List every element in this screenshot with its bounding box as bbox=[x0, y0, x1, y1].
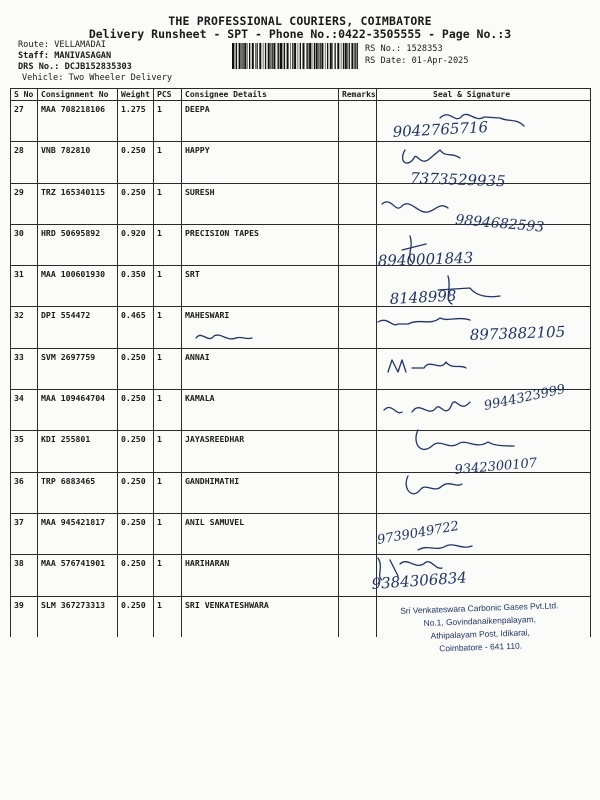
table-row bbox=[11, 266, 591, 307]
rs-no-label: RS No.: bbox=[365, 44, 402, 54]
cell-weight: 0.250 bbox=[118, 142, 154, 183]
vehicle-value: Two Wheeler Delivery bbox=[68, 73, 173, 83]
cell-signature bbox=[377, 472, 591, 513]
cell-remarks bbox=[339, 142, 377, 183]
col-header-remarks: Remarks bbox=[339, 89, 377, 101]
cell-remarks bbox=[339, 348, 377, 389]
phone-row-38: 9384306834 bbox=[371, 568, 468, 593]
cell-remarks bbox=[339, 101, 377, 142]
cell-remarks bbox=[339, 472, 377, 513]
cell-consignment: MAA 576741901 bbox=[38, 555, 118, 596]
phone-row-28: 7373529935 bbox=[409, 169, 506, 191]
route-line bbox=[18, 40, 106, 52]
rs-date-value: 01-Apr-2025 bbox=[411, 56, 469, 66]
cell-weight: 0.250 bbox=[118, 390, 154, 431]
rs-date-line bbox=[365, 56, 469, 68]
drs-line bbox=[18, 62, 132, 74]
rs-no-line bbox=[365, 44, 443, 56]
table-row bbox=[11, 224, 591, 265]
cell-sno: 34 bbox=[11, 390, 38, 431]
cell-consignee: PRECISION TAPES bbox=[182, 224, 339, 265]
cell-remarks bbox=[339, 390, 377, 431]
col-header-consignment: Consignment No bbox=[38, 89, 118, 101]
cell-pcs: 1 bbox=[154, 224, 182, 265]
cell-weight: 0.465 bbox=[118, 307, 154, 348]
cell-signature bbox=[377, 431, 591, 472]
company-title: THE PROFESSIONAL COURIERS, COIMBATORE bbox=[168, 14, 432, 28]
phone-row-32: 8973882105 bbox=[469, 322, 566, 344]
cell-signature bbox=[377, 266, 591, 307]
phone-row-31: 8148998 bbox=[389, 286, 457, 308]
cell-signature bbox=[377, 513, 591, 554]
cell-signature bbox=[377, 307, 591, 348]
stamp-line-2: No.1, Govindanaikenpalayam, bbox=[423, 614, 536, 628]
cell-remarks bbox=[339, 224, 377, 265]
col-header-signature: Seal & Signature bbox=[377, 89, 591, 101]
cell-pcs: 1 bbox=[154, 513, 182, 554]
cell-pcs: 1 bbox=[154, 307, 182, 348]
cell-remarks bbox=[339, 266, 377, 307]
stamp-line-3: Athipalayam Post, Idikarai, bbox=[430, 627, 530, 641]
cell-weight: 0.250 bbox=[118, 431, 154, 472]
cell-signature bbox=[377, 183, 591, 224]
company-stamp bbox=[368, 598, 592, 658]
cell-consignee: ANIL SAMUVEL bbox=[182, 513, 339, 554]
rs-no-value: 1528353 bbox=[406, 44, 443, 54]
table-row bbox=[11, 431, 591, 472]
cell-sno: 27 bbox=[11, 101, 38, 142]
cell-signature bbox=[377, 101, 591, 142]
vehicle-label: Vehicle: bbox=[22, 73, 64, 83]
drs-label: DRS No.: bbox=[18, 62, 60, 72]
phone-row-27: 9042765716 bbox=[392, 118, 489, 141]
cell-consignment: SLM 367273313 bbox=[38, 596, 118, 637]
table-row bbox=[11, 348, 591, 389]
barcode bbox=[232, 43, 358, 69]
cell-consignee: SURESH bbox=[182, 183, 339, 224]
col-header-sno: S No bbox=[11, 89, 38, 101]
cell-consignment: MAA 708218106 bbox=[38, 101, 118, 142]
stamp-line-4: Coimbatore - 641 110. bbox=[439, 640, 523, 654]
cell-remarks bbox=[339, 307, 377, 348]
cell-consignment: KDI 255801 bbox=[38, 431, 118, 472]
phone-row-37: 9739049722 bbox=[376, 518, 461, 548]
cell-sno: 31 bbox=[11, 266, 38, 307]
cell-weight: 0.250 bbox=[118, 183, 154, 224]
cell-sno: 30 bbox=[11, 224, 38, 265]
cell-remarks bbox=[339, 183, 377, 224]
cell-sno: 37 bbox=[11, 513, 38, 554]
table-row bbox=[11, 513, 591, 554]
cell-signature bbox=[377, 348, 591, 389]
cell-consignment: VNB 782810 bbox=[38, 142, 118, 183]
cell-consignment: DPI 554472 bbox=[38, 307, 118, 348]
cell-sno: 36 bbox=[11, 472, 38, 513]
phone-row-35: 9342300107 bbox=[454, 455, 538, 478]
table-row bbox=[11, 101, 591, 142]
cell-weight: 0.250 bbox=[118, 555, 154, 596]
drs-value: DCJB152835303 bbox=[64, 62, 132, 72]
phone-row-34: 9944323999 bbox=[482, 382, 567, 414]
cell-pcs: 1 bbox=[154, 101, 182, 142]
cell-consignment: HRD 50695892 bbox=[38, 224, 118, 265]
cell-sno: 39 bbox=[11, 596, 38, 637]
col-header-consignee: Consignee Details bbox=[182, 89, 339, 101]
cell-weight: 0.920 bbox=[118, 224, 154, 265]
cell-signature bbox=[377, 555, 591, 596]
cell-consignee: ANNAI bbox=[182, 348, 339, 389]
cell-consignee: GANDHIMATHI bbox=[182, 472, 339, 513]
cell-sno: 33 bbox=[11, 348, 38, 389]
table-row bbox=[11, 472, 591, 513]
cell-consignee: DEEPA bbox=[182, 101, 339, 142]
staff-label: Staff: bbox=[18, 51, 50, 61]
table-header-row bbox=[11, 89, 591, 101]
cell-weight: 0.250 bbox=[118, 513, 154, 554]
stamp-line-1: Sri Venkateswara Carbonic Gases Pvt.Ltd. bbox=[400, 600, 559, 616]
cell-consignment: MAA 109464704 bbox=[38, 390, 118, 431]
table-row bbox=[11, 555, 591, 596]
cell-remarks bbox=[339, 513, 377, 554]
vehicle-line bbox=[22, 73, 172, 85]
cell-sno: 38 bbox=[11, 555, 38, 596]
runsheet-title: Delivery Runsheet - SPT - Phone No.:0422-3505555 - Page No.:3 bbox=[88, 27, 512, 41]
cell-consignment: MAA 945421817 bbox=[38, 513, 118, 554]
cell-consignee: JAYASREEDHAR bbox=[182, 431, 339, 472]
route-label: Route: bbox=[18, 40, 50, 50]
phone-row-30: 8940001843 bbox=[377, 248, 474, 270]
cell-signature bbox=[377, 390, 591, 431]
cell-pcs: 1 bbox=[154, 431, 182, 472]
cell-pcs: 1 bbox=[154, 555, 182, 596]
cell-pcs: 1 bbox=[154, 596, 182, 637]
col-header-weight: Weight bbox=[118, 89, 154, 101]
cell-consignee: HAPPY bbox=[182, 142, 339, 183]
cell-remarks bbox=[339, 555, 377, 596]
cell-consignee: HARIHARAN bbox=[182, 555, 339, 596]
cell-sno: 29 bbox=[11, 183, 38, 224]
cell-pcs: 1 bbox=[154, 390, 182, 431]
table-row bbox=[11, 307, 591, 348]
col-header-pcs: PCS bbox=[154, 89, 182, 101]
cell-consignee: KAMALA bbox=[182, 390, 339, 431]
cell-consignee: MAHESWARI bbox=[182, 307, 339, 348]
table-row bbox=[11, 390, 591, 431]
cell-consignee: SRT bbox=[182, 266, 339, 307]
cell-pcs: 1 bbox=[154, 472, 182, 513]
runsheet-table bbox=[10, 88, 591, 637]
cell-consignment: TRZ 165340115 bbox=[38, 183, 118, 224]
cell-remarks bbox=[339, 431, 377, 472]
cell-weight: 1.275 bbox=[118, 101, 154, 142]
cell-weight: 0.250 bbox=[118, 348, 154, 389]
staff-line bbox=[18, 51, 111, 63]
cell-pcs: 1 bbox=[154, 183, 182, 224]
cell-pcs: 1 bbox=[154, 266, 182, 307]
cell-pcs: 1 bbox=[154, 142, 182, 183]
cell-weight: 0.250 bbox=[118, 596, 154, 637]
cell-sno: 32 bbox=[11, 307, 38, 348]
cell-pcs: 1 bbox=[154, 348, 182, 389]
cell-weight: 0.350 bbox=[118, 266, 154, 307]
cell-consignment: SVM 2697759 bbox=[38, 348, 118, 389]
cell-consignee: SRI VENKATESHWARA bbox=[182, 596, 339, 637]
route-value: VELLAMADAI bbox=[54, 40, 106, 50]
rs-date-label: RS Date: bbox=[365, 56, 407, 66]
cell-consignment: MAA 100601930 bbox=[38, 266, 118, 307]
cell-weight: 0.250 bbox=[118, 472, 154, 513]
table-row bbox=[11, 142, 591, 183]
phone-row-29: 9894682593 bbox=[454, 212, 545, 236]
table-row bbox=[11, 183, 591, 224]
staff-value: MANIVASAGAN bbox=[54, 51, 112, 61]
cell-signature bbox=[377, 142, 591, 183]
cell-sno: 35 bbox=[11, 431, 38, 472]
cell-sno: 28 bbox=[11, 142, 38, 183]
cell-signature bbox=[377, 224, 591, 265]
cell-consignment: TRP 6883465 bbox=[38, 472, 118, 513]
